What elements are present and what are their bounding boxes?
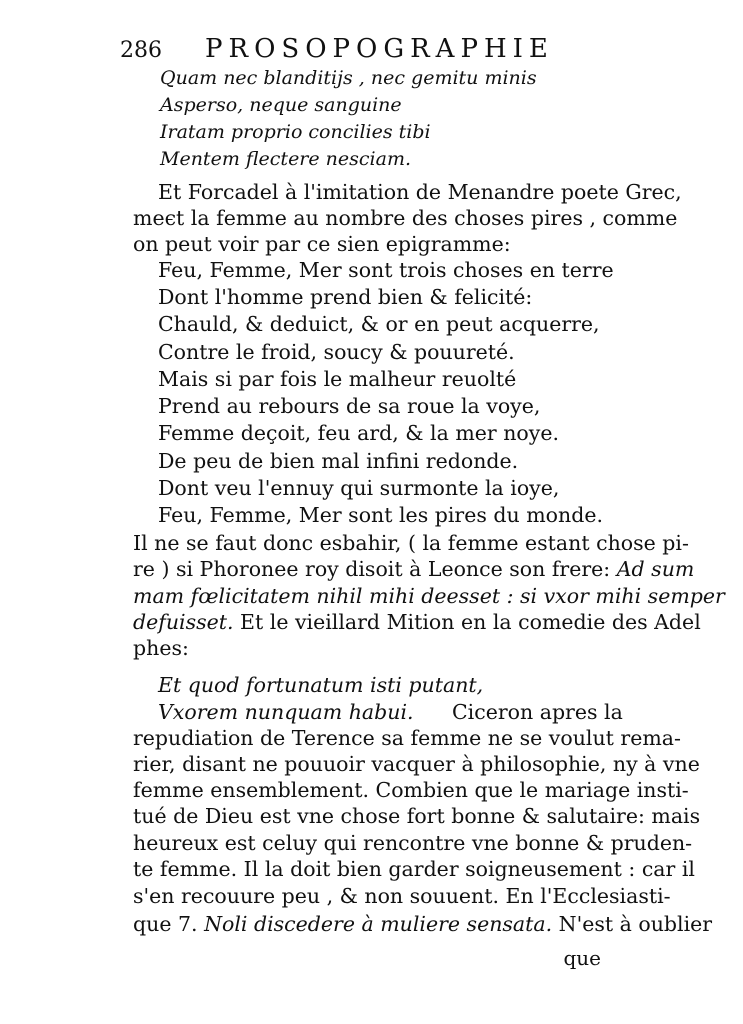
- latin-line: mam fœlicitatem nihil mihi deesset : si vxor mihi semper: [133, 584, 725, 608]
- page-number: 286: [120, 38, 162, 63]
- text-span: re ) si Phoronee roy disoit à Leonce son frere:: [133, 557, 617, 581]
- text-line: Il ne se faut donc esbahir, ( la femme estant chose pi-: [133, 531, 689, 555]
- text-line: [158, 700, 414, 724]
- latin-quote-line: Et quod fortunatum isti putant,: [158, 673, 484, 697]
- poem-line: Mais si par fois le malheur reuolté: [158, 367, 517, 391]
- catchword: que: [563, 946, 601, 970]
- poem-line: Prend au rebours de sa roue la voye,: [158, 394, 541, 418]
- text-line: s'en recouure peu , & non souuent. En l'Ecclesiasti-: [133, 884, 671, 908]
- text-line: on peut voir par ce sien epigramme:: [133, 232, 511, 256]
- text-line: [133, 557, 694, 581]
- text-line: Et Forcadel à l'imitation de Menandre poete Grec,: [158, 180, 682, 204]
- text-line: heureux est celuy qui rencontre vne bonne & pruden-: [133, 831, 693, 855]
- running-title: PROSOPOGRAPHIE: [205, 34, 554, 64]
- text-span: Ciceron apres la: [452, 700, 623, 724]
- text-span: Et le vieillard Mition en la comedie des Adel: [233, 610, 701, 634]
- poem-line: Femme deçoit, feu ard, & la mer noye.: [158, 421, 560, 445]
- text-line: femme ensemblement. Combien que le mariage insti-: [133, 778, 689, 802]
- latin-quote-line: Asperso, neque sanguine: [160, 94, 402, 116]
- text-line: phes:: [133, 636, 189, 660]
- text-line: [133, 912, 712, 936]
- poem-line: Feu, Femme, Mer sont trois choses en terre: [158, 258, 614, 282]
- latin-span: Noli discedere à muliere sensata.: [204, 912, 553, 936]
- poem-line: Contre le froid, soucy & pouureté.: [158, 340, 515, 364]
- poem-line: De peu de bien mal infini redonde.: [158, 449, 519, 473]
- poem-line: Dont l'homme prend bien & felicité:: [158, 285, 533, 309]
- text-line: [133, 610, 701, 634]
- text-span: que 7.: [133, 912, 205, 936]
- text-line: repudiation de Terence sa femme ne se voulut rema-: [133, 726, 681, 750]
- latin-span: defuisset.: [133, 610, 234, 634]
- latin-span: Vxorem nunquam habui.: [158, 700, 414, 724]
- latin-span: Ad sum: [616, 557, 695, 581]
- poem-line: Feu, Femme, Mer sont les pires du monde.: [158, 503, 603, 527]
- text-line: meєt la femme au nombre des choses pires , comme: [133, 206, 678, 230]
- text-line: tué de Dieu est vne chose fort bonne & salutaire: mais: [133, 804, 701, 828]
- latin-quote-line: Iratam proprio concilies tibi: [160, 121, 431, 143]
- text-line: te femme. Il la doit bien garder soigneusement : car il: [133, 857, 695, 881]
- latin-quote-line: Mentem flectere nesciam.: [160, 148, 412, 170]
- poem-line: Dont veu l'ennuy qui surmonte la ioye,: [158, 476, 560, 500]
- text-line: rier, disant ne pouuoir vacquer à philosophie, ny à vne: [133, 752, 700, 776]
- poem-line: Chauld, & deduict, & or en peut acquerre,: [158, 312, 600, 336]
- latin-quote-line: Quam nec blanditijs , nec gemitu minis: [160, 67, 537, 89]
- text-span: N'est à oublier: [552, 912, 713, 936]
